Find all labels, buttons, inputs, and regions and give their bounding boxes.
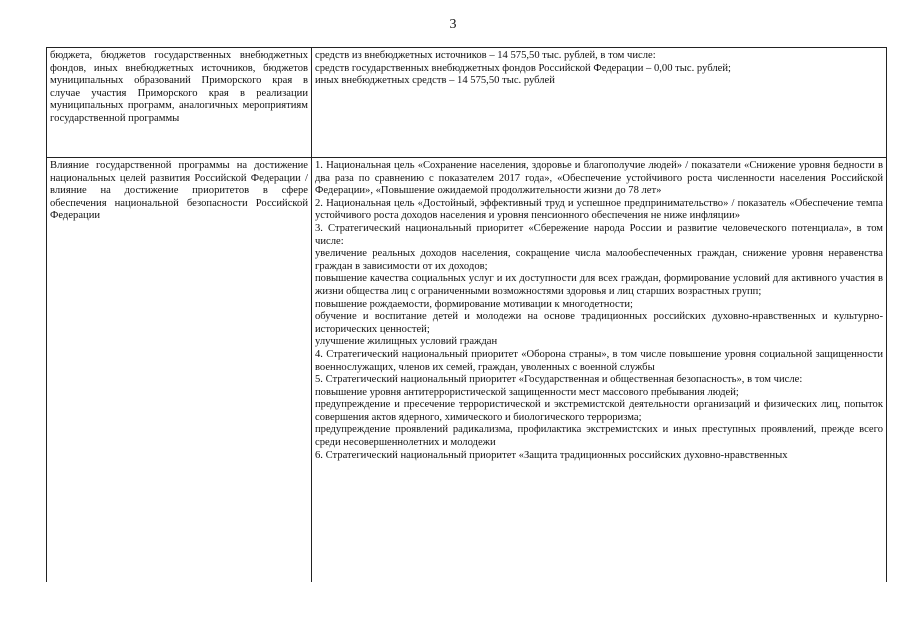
- table-row: [47, 158, 887, 583]
- row-label: бюджета, бюджетов государственных внебюджетных фондов, иных внебюджетных источников, бюджетов муниципальных образований Приморского края в случае участия Приморского края в реализации муниципальных программ, аналогичных мероприятиям государственной программы: [50, 50, 308, 124]
- paragraph: увеличение реальных доходов населения, сокращение числа малообеспеченных граждан, снижение уровня неравенства граждан в зависимости от их доходов;: [315, 248, 883, 272]
- paragraph: повышение рождаемости, формирование мотивации к многодетности;: [315, 298, 633, 310]
- paragraph: предупреждение и пресечение террористической и экстремистской деятельности организаций и физических лиц, попыток совершения актов ядерного, химического и биологического терроризма;: [315, 399, 883, 423]
- table-row: [47, 48, 887, 158]
- paragraph: 5. Стратегический национальный приоритет «Государственная и общественная безопасность», в том числе:: [315, 374, 803, 386]
- paragraph: 1. Национальная цель «Сохранение населения, здоровье и благополучие людей» / показатели «Снижение уровня бедности в два раза по сравнению с показателем 2017 года», «Обеспечение устойчивого роста численности населения Российской Федерации», «Повышение ожидаемой продолжительности жизни до 78 лет»: [315, 160, 883, 197]
- paragraph: повышение уровня антитеррористической защищенности мест массового пребывания людей;: [315, 386, 739, 398]
- row-value-cell: [312, 48, 887, 158]
- paragraph: повышение качества социальных услуг и их доступности для всех граждан, формирование условий для активного участия в жизни общества лиц с ограниченными возможностями здоровья и лиц старших возрастных групп;: [315, 273, 883, 297]
- paragraph: обучение и воспитание детей и молодежи на основе традиционных российских духовно-нравственных и культурно-исторических ценностей;: [315, 311, 883, 335]
- row-label: Влияние государственной программы на достижение национальных целей развития Российской Федерации / влияние на достижение приоритетов в сфере обеспечения национальной безопасности Российской Федерации: [50, 160, 308, 222]
- paragraph: 2. Национальная цель «Достойный, эффективный труд и успешное предпринимательство» / показатель «Обеспечение темпа устойчивого роста доходов населения и уровня пенсионного обеспечения не ниже инфляции»: [315, 197, 883, 222]
- paragraph: средств из внебюджетных источников – 14 575,50 тыс. рублей, в том числе:: [315, 50, 656, 61]
- program-passport-table: [46, 47, 887, 582]
- row-value-cell: [312, 158, 887, 583]
- paragraph: средств государственных внебюджетных фондов Российской Федерации – 0,00 тыс. рублей;: [315, 62, 731, 74]
- paragraph: 4. Стратегический национальный приоритет «Оборона страны», в том числе повышение уровня социальной защищенности военнослужащих, членов их семей, граждан, уволенных с военной службы: [315, 348, 883, 373]
- paragraph: 3. Стратегический национальный приоритет «Сбережение народа России и развитие человеческого потенциала», в том числе:: [315, 222, 883, 247]
- paragraph: 6. Стратегический национальный приоритет «Защита традиционных российских духовно-нравственных: [315, 449, 788, 461]
- paragraph: улучшение жилищных условий граждан: [315, 336, 498, 348]
- paragraph: иных внебюджетных средств – 14 575,50 тыс. рублей: [315, 75, 555, 87]
- paragraph: предупреждение проявлений радикализма, профилактика экстремистских и иных преступных проявлений, прежде всего среди несовершеннолетних и молодежи: [315, 424, 883, 449]
- row-label-cell: [47, 158, 312, 583]
- row-label-cell: [47, 48, 312, 158]
- page-number: 3: [449, 17, 457, 32]
